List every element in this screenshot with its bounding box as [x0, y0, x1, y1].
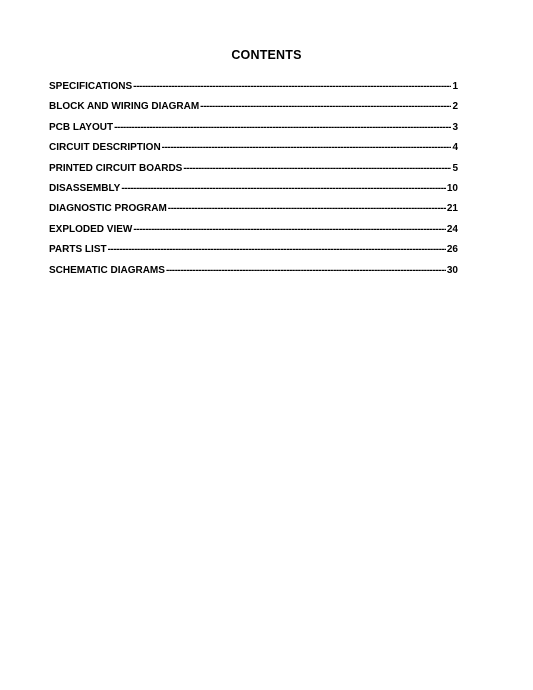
- toc-entry-page: 24: [446, 223, 458, 235]
- toc-entry-label: SPECIFICATIONS: [49, 81, 133, 92]
- page-title: CONTENTS: [231, 48, 302, 62]
- toc-entry-printed-circuit-boards: [49, 162, 458, 182]
- toc-dot-leader: [200, 100, 451, 114]
- toc-dot-leader: [133, 80, 451, 94]
- toc-entry-page: 21: [446, 203, 458, 215]
- toc-dot-leader: [183, 162, 451, 176]
- toc-entry-page: 4: [452, 142, 458, 154]
- toc-entry-page: 26: [446, 244, 458, 256]
- toc-dot-leader: [166, 264, 446, 278]
- toc-entry-label: DISASSEMBLY: [49, 182, 121, 194]
- toc-entry-page: 2: [452, 101, 458, 113]
- toc-entry-label: SCHEMATIC DIAGRAMS: [49, 264, 165, 276]
- toc-entry-label: PARTS LIST: [49, 244, 107, 256]
- toc-dot-leader: [162, 141, 452, 155]
- toc-entry-page: 30: [446, 264, 458, 276]
- toc-entry-label: EXPLODED VIEW: [49, 223, 133, 235]
- toc-dot-leader: [121, 182, 446, 196]
- toc-dot-leader: [114, 121, 451, 135]
- toc-entry-pcb-layout: [49, 121, 458, 141]
- toc-entry-label: CIRCUIT DESCRIPTION: [49, 142, 161, 154]
- toc-entry-parts-list: [49, 243, 458, 263]
- toc-entry-block-and-wiring-diagram: [49, 100, 458, 120]
- toc-entry-page: 1: [452, 81, 458, 92]
- toc-entry-schematic-diagrams: [49, 264, 458, 284]
- toc-entry-disassembly: [49, 182, 458, 202]
- toc-dot-leader: [108, 243, 446, 257]
- toc-entry-exploded-view: [49, 223, 458, 243]
- toc-dot-leader: [133, 223, 446, 237]
- toc-entry-label: PCB LAYOUT: [49, 121, 114, 133]
- toc-entry-specifications: [49, 80, 458, 100]
- toc-dot-leader: [168, 202, 446, 216]
- toc-entry-label: PRINTED CIRCUIT BOARDS: [49, 162, 183, 174]
- toc-entry-page: 10: [446, 182, 458, 194]
- toc-entry-label: BLOCK AND WIRING DIAGRAM: [49, 101, 200, 113]
- toc-entry-page: 3: [452, 121, 458, 133]
- toc-entry-circuit-description: [49, 141, 458, 161]
- toc-entry-diagnostic-program: [49, 202, 458, 222]
- table-of-contents: [49, 80, 458, 284]
- toc-entry-page: 5: [452, 162, 458, 174]
- toc-entry-label: DIAGNOSTIC PROGRAM: [49, 203, 167, 215]
